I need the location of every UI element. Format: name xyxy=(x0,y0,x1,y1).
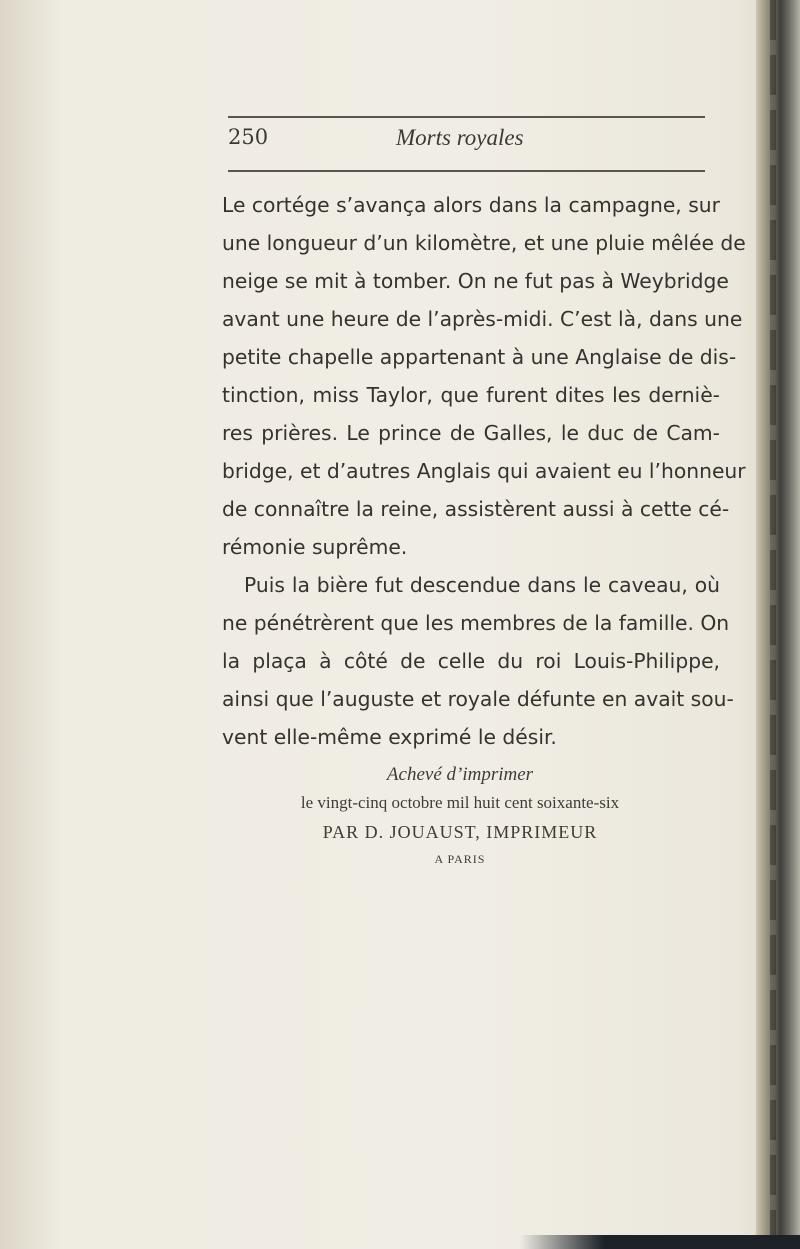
running-title: Morts royales xyxy=(396,125,524,150)
text-line: ainsi que l’auguste et royale défunte en avait sou- xyxy=(222,687,734,711)
text-line: petite chapelle appartenant à une Anglaise de dis- xyxy=(222,345,737,369)
text-line: une longueur d’un kilomètre, et une pluie mêlée de xyxy=(222,231,746,255)
colophon-heading: Achevé d’imprimer xyxy=(386,764,534,785)
colophon-city: A PARIS xyxy=(434,852,486,866)
text-line: avant une heure de l’après-midi. C’est là, dans une xyxy=(222,307,743,331)
text-line: bridge, et d’autres Anglais qui avaient eu l’honneur xyxy=(222,459,746,483)
book-binding-edge xyxy=(756,0,800,1249)
colophon xyxy=(240,762,680,872)
text-line: rémonie suprême. xyxy=(222,535,408,559)
colophon-date: le vingt-cinq octobre mil huit cent soixante-six xyxy=(300,793,620,812)
body-text xyxy=(222,186,746,756)
text-line: ne pénétrèrent que les membres de la famille. On xyxy=(222,611,730,635)
page-left-shadow xyxy=(0,0,60,1249)
text-line: de connaître la reine, assistèrent aussi à cette cé- xyxy=(222,497,730,521)
header-rule-top xyxy=(228,116,705,118)
text-line: neige se mit à tomber. On ne fut pas à Weybridge xyxy=(222,269,729,293)
text-line: Puis la bière fut descendue dans le caveau, où xyxy=(244,573,720,597)
page-bottom-shadow xyxy=(520,1235,800,1249)
text-line: vent elle-même exprimé le désir. xyxy=(222,725,557,749)
text-line: res prières. Le prince de Galles, le duc de Cam- xyxy=(222,421,720,445)
running-header xyxy=(228,125,705,159)
header-rule-bottom xyxy=(228,170,705,172)
text-line: Le cortége s’avança alors dans la campagne, sur xyxy=(222,193,720,217)
colophon-printer: PAR D. JOUAUST, IMPRIMEUR xyxy=(322,822,598,842)
text-line: tinction, miss Taylor, que furent dites les derniè- xyxy=(222,383,720,407)
text-line: la plaça à côté de celle du roi Louis-Philippe, xyxy=(222,649,720,673)
page-number: 250 xyxy=(228,125,269,149)
